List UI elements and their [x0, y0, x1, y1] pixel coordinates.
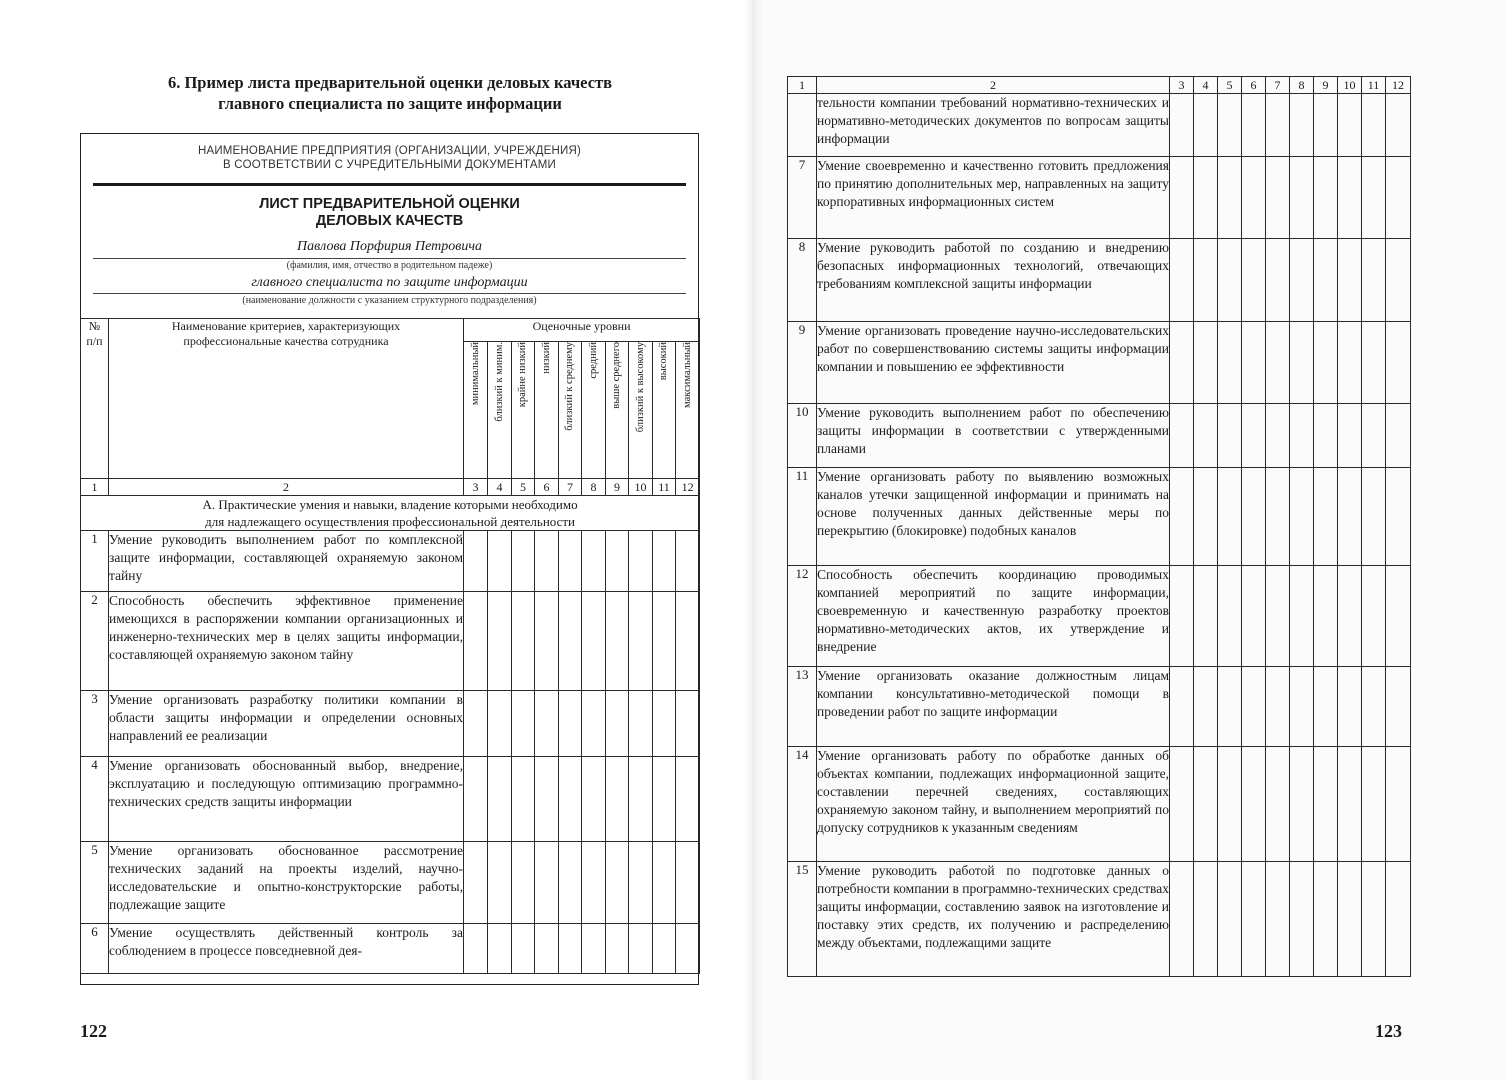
rating-cell[interactable] [559, 531, 582, 592]
rating-cell[interactable] [1290, 322, 1314, 404]
rating-cell[interactable] [606, 924, 629, 974]
position-name-underline [93, 293, 686, 294]
criteria-row [788, 322, 1411, 404]
rating-cell[interactable] [653, 924, 676, 974]
rating-cell[interactable] [1218, 239, 1242, 322]
rating-cell[interactable] [1170, 239, 1194, 322]
rating-cell[interactable] [1194, 322, 1218, 404]
criteria-number: 9 [788, 322, 817, 404]
column-numbers-row [788, 77, 1411, 94]
level-header [535, 342, 559, 479]
header-num-line1: № [88, 319, 101, 333]
rating-cell[interactable] [1218, 667, 1242, 747]
rating-cell[interactable] [1266, 862, 1290, 977]
rating-cell[interactable] [512, 924, 535, 974]
criteria-row [788, 94, 1411, 157]
rating-cell[interactable] [1386, 862, 1411, 977]
rating-cell[interactable] [1314, 862, 1338, 977]
criteria-number: 13 [788, 667, 817, 747]
column-number: 1 [788, 77, 817, 94]
header-row-levels [81, 319, 700, 342]
rating-cell[interactable] [1290, 747, 1314, 862]
rating-cell[interactable] [1314, 404, 1338, 468]
level-label: максимальный [681, 342, 693, 408]
criteria-text: Умение осуществлять действенный контроль за соблюдением в процессе повседневной дея- [109, 924, 464, 974]
rating-cell[interactable] [488, 592, 512, 691]
level-header [582, 342, 606, 479]
level-label: средний [587, 342, 599, 379]
column-number: 9 [606, 479, 629, 496]
criteria-row [81, 842, 700, 924]
column-number: 4 [1194, 77, 1218, 94]
chapter-title-line1: 6. Пример листа предварительной оценки деловых качеств [167, 73, 613, 92]
column-number: 9 [1314, 77, 1338, 94]
rating-cell[interactable] [1194, 239, 1218, 322]
person-name-underline [93, 258, 686, 259]
criteria-number: 8 [788, 239, 817, 322]
rating-cell[interactable] [582, 691, 606, 757]
rating-cell[interactable] [653, 842, 676, 924]
rating-cell[interactable] [653, 531, 676, 592]
rating-cell[interactable] [1170, 862, 1194, 977]
criteria-text: Способность обеспечить эффективное применение имеющихся в распоряжении компании организационных и инженерно-технических мер в целях защиты информации, составляющей охраняемую законом тайну [109, 592, 464, 691]
rating-cell[interactable] [1362, 404, 1386, 468]
rating-cell[interactable] [1266, 239, 1290, 322]
criteria-text: Способность обеспечить координацию проводимых компанией мероприятий по защите информации, своевременную и качественную разработку проектов нормативно-методических актов, их утверждение и внедрение [817, 566, 1170, 667]
header-levels-cell: Оценочные уровни [464, 319, 700, 342]
rating-cell[interactable] [535, 757, 559, 842]
rating-cell[interactable] [676, 924, 700, 974]
rating-cell[interactable] [1194, 404, 1218, 468]
criteria-number: 2 [81, 592, 109, 691]
column-number: 12 [676, 479, 700, 496]
position-name: главного специалиста по защите информации [251, 275, 528, 290]
rating-cell[interactable] [1362, 94, 1386, 157]
section-a-row [81, 496, 700, 531]
rating-cell[interactable] [1218, 862, 1242, 977]
rating-cell[interactable] [1194, 157, 1218, 239]
rating-cell[interactable] [1314, 667, 1338, 747]
rating-cell[interactable] [629, 757, 653, 842]
rating-cell[interactable] [464, 592, 488, 691]
rating-cell[interactable] [1386, 468, 1411, 566]
column-number: 2 [109, 479, 464, 496]
rating-cell[interactable] [559, 842, 582, 924]
rating-cell[interactable] [606, 531, 629, 592]
rating-cell[interactable] [582, 592, 606, 691]
rating-cell[interactable] [1242, 667, 1266, 747]
rating-cell[interactable] [1386, 157, 1411, 239]
rating-cell[interactable] [1314, 157, 1338, 239]
criteria-number: 7 [788, 157, 817, 239]
rating-cell[interactable] [488, 757, 512, 842]
column-number: 10 [1338, 77, 1362, 94]
rating-cell[interactable] [1242, 566, 1266, 667]
rating-cell[interactable] [653, 592, 676, 691]
level-label: близкий к среднему [564, 342, 575, 431]
rating-cell[interactable] [488, 842, 512, 924]
left-criteria-rows [81, 531, 700, 974]
level-label: близкий к высокому [634, 342, 646, 433]
rating-cell[interactable] [1242, 468, 1266, 566]
criteria-text: Умение руководить выполнением работ по комплексной защите информации, составляющей охраняемую законом тайну [109, 531, 464, 592]
org-rule-divider [93, 183, 686, 186]
rating-cell[interactable] [535, 531, 559, 592]
section-a-line1: А. Практические умения и навыки, владение которыми необходимо [202, 497, 578, 512]
criteria-number: 4 [81, 757, 109, 842]
column-number: 11 [653, 479, 676, 496]
rating-cell[interactable] [582, 924, 606, 974]
column-number: 7 [559, 479, 582, 496]
rating-cell[interactable] [1362, 322, 1386, 404]
rating-cell[interactable] [1242, 94, 1266, 157]
rating-cell[interactable] [676, 531, 700, 592]
column-number: 6 [535, 479, 559, 496]
rating-cell[interactable] [1218, 157, 1242, 239]
org-caption-line1: НАИМЕНОВАНИЕ ПРЕДПРИЯТИЯ (ОРГАНИЗАЦИИ, УЧРЕЖДЕНИЯ) [197, 145, 582, 157]
rating-cell[interactable] [535, 592, 559, 691]
level-label: низкий [540, 342, 552, 374]
rating-cell[interactable] [1194, 468, 1218, 566]
rating-cell[interactable] [1290, 667, 1314, 747]
rating-cell[interactable] [535, 924, 559, 974]
rating-cell[interactable] [1194, 862, 1218, 977]
criteria-number: 11 [788, 468, 817, 566]
criteria-row [788, 566, 1411, 667]
level-header [512, 342, 535, 479]
person-name-hint: (фамилия, имя, отчество в родительном падеже) [286, 260, 493, 271]
rating-cell[interactable] [559, 924, 582, 974]
rating-cell[interactable] [464, 757, 488, 842]
position-name-hint: (наименование должности с указанием структурного подразделения) [242, 295, 537, 306]
rating-cell[interactable] [1218, 566, 1242, 667]
rating-cell[interactable] [1290, 94, 1314, 157]
level-label: крайне низкий [517, 342, 528, 408]
criteria-number: 15 [788, 862, 817, 977]
rating-cell[interactable] [1242, 747, 1266, 862]
rating-cell[interactable] [488, 924, 512, 974]
header-criteria-line2: профессиональные качества сотрудника [183, 334, 389, 348]
rating-cell[interactable] [512, 592, 535, 691]
rating-cell[interactable] [464, 842, 488, 924]
rating-cell[interactable] [464, 691, 488, 757]
rating-cell[interactable] [1170, 667, 1194, 747]
rating-cell[interactable] [1338, 239, 1362, 322]
column-number: 6 [1242, 77, 1266, 94]
rating-cell[interactable] [1266, 747, 1290, 862]
rating-cell[interactable] [1290, 468, 1314, 566]
rating-cell[interactable] [1194, 667, 1218, 747]
rating-cell[interactable] [629, 691, 653, 757]
column-number: 10 [629, 479, 653, 496]
rating-cell[interactable] [488, 531, 512, 592]
criteria-text: Умение организовать проведение научно-исследовательских работ по совершенствованию системы защиты информации компании и повышению ее эффективности [817, 322, 1170, 404]
level-label: близкий к миним. [493, 342, 505, 422]
column-numbers-row [81, 479, 700, 496]
evaluation-table-right [787, 76, 1411, 977]
right-criteria-rows [788, 94, 1411, 977]
rating-cell[interactable] [1362, 862, 1386, 977]
criteria-text: Умение организовать разработку политики компании в области защиты информации и определении основных направлений ее реализации [109, 691, 464, 757]
rating-cell[interactable] [1242, 157, 1266, 239]
rating-cell[interactable] [1338, 862, 1362, 977]
rating-cell[interactable] [1338, 404, 1362, 468]
rating-cell[interactable] [1338, 94, 1362, 157]
rating-cell[interactable] [1170, 404, 1194, 468]
rating-cell[interactable] [512, 531, 535, 592]
sheet-title [81, 196, 698, 230]
criteria-row [81, 592, 700, 691]
rating-cell[interactable] [1290, 239, 1314, 322]
rating-cell[interactable] [1266, 157, 1290, 239]
column-number: 1 [81, 479, 109, 496]
rating-cell[interactable] [1218, 468, 1242, 566]
rating-cell[interactable] [653, 757, 676, 842]
rating-cell[interactable] [582, 757, 606, 842]
criteria-row [788, 157, 1411, 239]
evaluation-table-left [80, 318, 700, 974]
rating-cell[interactable] [1242, 239, 1266, 322]
column-number: 5 [512, 479, 535, 496]
column-number: 3 [464, 479, 488, 496]
criteria-row [81, 757, 700, 842]
chapter-title [80, 72, 700, 114]
column-number: 8 [582, 479, 606, 496]
page-number-right: 123 [1375, 1021, 1402, 1041]
rating-cell[interactable] [1338, 468, 1362, 566]
criteria-text: Умение организовать оказание должностным лицам компании консультативно-методической помощи в проведении работ по защите информации [817, 667, 1170, 747]
rating-cell[interactable] [1338, 157, 1362, 239]
rating-cell[interactable] [1290, 157, 1314, 239]
rating-cell[interactable] [1218, 747, 1242, 862]
rating-cell[interactable] [1362, 566, 1386, 667]
rating-cell[interactable] [1266, 566, 1290, 667]
rating-cell[interactable] [653, 691, 676, 757]
column-number: 2 [817, 77, 1170, 94]
criteria-row [788, 468, 1411, 566]
rating-cell[interactable] [1314, 239, 1338, 322]
rating-cell[interactable] [629, 924, 653, 974]
criteria-text: Умение руководить работой по созданию и внедрению безопасных информационных технологий, отвечающих требованиям комплексной защиты информации [817, 239, 1170, 322]
criteria-text: Умение организовать обоснованное рассмотрение технических заданий на проекты изделий, научно-исследовательские и опытно-конструкторские работы, подлежащие защите [109, 842, 464, 924]
rating-cell[interactable] [464, 924, 488, 974]
rating-cell[interactable] [606, 757, 629, 842]
criteria-text: Умение своевременно и качественно готовить предложения по принятию дополнительных мер, направленных на защиту корпоративных информационных систем [817, 157, 1170, 239]
header-criteria-cell [109, 319, 464, 479]
rating-cell[interactable] [1266, 404, 1290, 468]
rating-cell[interactable] [1314, 468, 1338, 566]
column-number: 7 [1266, 77, 1290, 94]
column-number: 3 [1170, 77, 1194, 94]
rating-cell[interactable] [1194, 747, 1218, 862]
chapter-title-line2: главного специалиста по защите информации [218, 94, 562, 113]
rating-cell[interactable] [1362, 747, 1386, 862]
rating-cell[interactable] [1314, 94, 1338, 157]
rating-cell[interactable] [676, 592, 700, 691]
criteria-row [81, 691, 700, 757]
column-number: 4 [488, 479, 512, 496]
rating-cell[interactable] [1170, 747, 1194, 862]
criteria-text: Умение руководить выполнением работ по обеспечению защиты информации в соответствии с утвержденными планами [817, 404, 1170, 468]
rating-cell[interactable] [606, 842, 629, 924]
level-label: минимальный [469, 342, 481, 406]
rating-cell[interactable] [676, 842, 700, 924]
rating-cell[interactable] [559, 691, 582, 757]
level-header [606, 342, 629, 479]
rating-cell[interactable] [1218, 94, 1242, 157]
person-name: Павлова Порфирия Петровича [296, 239, 482, 254]
level-header [488, 342, 512, 479]
level-header [464, 342, 488, 479]
rating-cell[interactable] [1362, 468, 1386, 566]
rating-cell[interactable] [606, 592, 629, 691]
rating-cell[interactable] [1362, 157, 1386, 239]
column-number: 8 [1290, 77, 1314, 94]
rating-cell[interactable] [676, 691, 700, 757]
column-number: 5 [1218, 77, 1242, 94]
page-number-left: 122 [80, 1021, 107, 1041]
criteria-number: 12 [788, 566, 817, 667]
rating-cell[interactable] [1266, 468, 1290, 566]
rating-cell[interactable] [1170, 322, 1194, 404]
level-header [676, 342, 700, 479]
rating-cell[interactable] [1266, 322, 1290, 404]
rating-cell[interactable] [1194, 94, 1218, 157]
level-header [629, 342, 653, 479]
rating-cell[interactable] [1170, 157, 1194, 239]
criteria-row [81, 924, 700, 974]
rating-cell[interactable] [1362, 239, 1386, 322]
rating-cell[interactable] [1338, 747, 1362, 862]
criteria-number: 3 [81, 691, 109, 757]
header-num-cell [81, 319, 109, 479]
rating-cell[interactable] [1386, 747, 1411, 862]
rating-cell[interactable] [1218, 322, 1242, 404]
rating-cell[interactable] [1290, 566, 1314, 667]
rating-cell[interactable] [1290, 862, 1314, 977]
rating-cell[interactable] [1314, 566, 1338, 667]
rating-cell[interactable] [582, 842, 606, 924]
rating-cell[interactable] [676, 757, 700, 842]
rating-cell[interactable] [1386, 239, 1411, 322]
rating-cell[interactable] [629, 842, 653, 924]
criteria-text: Умение организовать обоснованный выбор, внедрение, эксплуатацию и последующую оптимизацию программно-технических средств защиты информации [109, 757, 464, 842]
criteria-row [81, 531, 700, 592]
header-num-line2: п/п [86, 334, 103, 348]
rating-cell[interactable] [488, 691, 512, 757]
rating-cell[interactable] [1314, 322, 1338, 404]
rating-cell[interactable] [1170, 468, 1194, 566]
criteria-number: 5 [81, 842, 109, 924]
rating-cell[interactable] [1386, 404, 1411, 468]
org-caption [81, 144, 698, 172]
rating-cell[interactable] [1242, 404, 1266, 468]
rating-cell[interactable] [535, 691, 559, 757]
section-a-line2: для надлежащего осуществления профессиональной деятельности [205, 514, 576, 529]
rating-cell[interactable] [512, 842, 535, 924]
rating-cell[interactable] [1362, 667, 1386, 747]
rating-cell[interactable] [559, 757, 582, 842]
criteria-number: 6 [81, 924, 109, 974]
rating-cell[interactable] [1242, 862, 1266, 977]
book-gutter [744, 0, 762, 1080]
criteria-row [788, 667, 1411, 747]
section-a-heading [81, 496, 700, 531]
criteria-text: тельности компании требований нормативно-технических и нормативно-методических документов по вопросам защиты информации [817, 94, 1170, 157]
level-header [559, 342, 582, 479]
criteria-row [788, 862, 1411, 977]
rating-cell[interactable] [629, 592, 653, 691]
level-label: выше среднего [611, 342, 622, 409]
criteria-row [788, 239, 1411, 322]
rating-cell[interactable] [606, 691, 629, 757]
level-header [653, 342, 676, 479]
rating-cell[interactable] [1386, 667, 1411, 747]
rating-cell[interactable] [559, 592, 582, 691]
rating-cell[interactable] [1170, 566, 1194, 667]
level-label: высокий [658, 342, 669, 381]
rating-cell[interactable] [1266, 667, 1290, 747]
rating-cell[interactable] [1170, 94, 1194, 157]
org-caption-line2: В СООТВЕТСТВИИ С УЧРЕДИТЕЛЬНЫМИ ДОКУМЕНТАМИ [223, 159, 556, 171]
rating-cell[interactable] [1338, 667, 1362, 747]
rating-cell[interactable] [1314, 747, 1338, 862]
rating-cell[interactable] [629, 531, 653, 592]
column-number: 11 [1362, 77, 1386, 94]
rating-cell[interactable] [1386, 322, 1411, 404]
sheet-title-line1: ЛИСТ ПРЕДВАРИТЕЛЬНОЙ ОЦЕНКИ [259, 196, 520, 212]
rating-cell[interactable] [1242, 322, 1266, 404]
rating-cell[interactable] [1338, 566, 1362, 667]
header-criteria-line1: Наименование критериев, характеризующих [171, 319, 401, 333]
criteria-number: 10 [788, 404, 817, 468]
rating-cell[interactable] [1386, 94, 1411, 157]
rating-cell[interactable] [464, 531, 488, 592]
rating-cell[interactable] [512, 691, 535, 757]
criteria-text: Умение организовать работу по обработке данных об объектах компании, подлежащих информационной защите, составлении перечней сведениях, составляющих охраняемую законом тайну, и выполнением мероприятий по допуску сотрудников к указанным сведениям [817, 747, 1170, 862]
rating-cell[interactable] [1218, 404, 1242, 468]
criteria-number: 14 [788, 747, 817, 862]
sheet-title-line2: ДЕЛОВЫХ КАЧЕСТВ [315, 213, 464, 229]
rating-cell[interactable] [1290, 404, 1314, 468]
rating-cell[interactable] [1194, 566, 1218, 667]
column-number: 12 [1386, 77, 1411, 94]
rating-cell[interactable] [512, 757, 535, 842]
criteria-text: Умение руководить работой по подготовке данных о потребности компании в программно-технических средствах защиты информации, составлению заявок на изготовление и поставку этих средств, их получению и распределению между объектами, подлежащими защите [817, 862, 1170, 977]
criteria-row [788, 747, 1411, 862]
rating-cell[interactable] [582, 531, 606, 592]
rating-cell[interactable] [1338, 322, 1362, 404]
criteria-row [788, 404, 1411, 468]
rating-cell[interactable] [535, 842, 559, 924]
rating-cell[interactable] [1266, 94, 1290, 157]
criteria-text: Умение организовать работу по выявлению возможных каналов утечки защищенной информации и принимать на основе полученных данных действенные меры по перекрытию (блокировке) подобных каналов [817, 468, 1170, 566]
criteria-number [788, 94, 817, 157]
criteria-number: 1 [81, 531, 109, 592]
rating-cell[interactable] [1386, 566, 1411, 667]
